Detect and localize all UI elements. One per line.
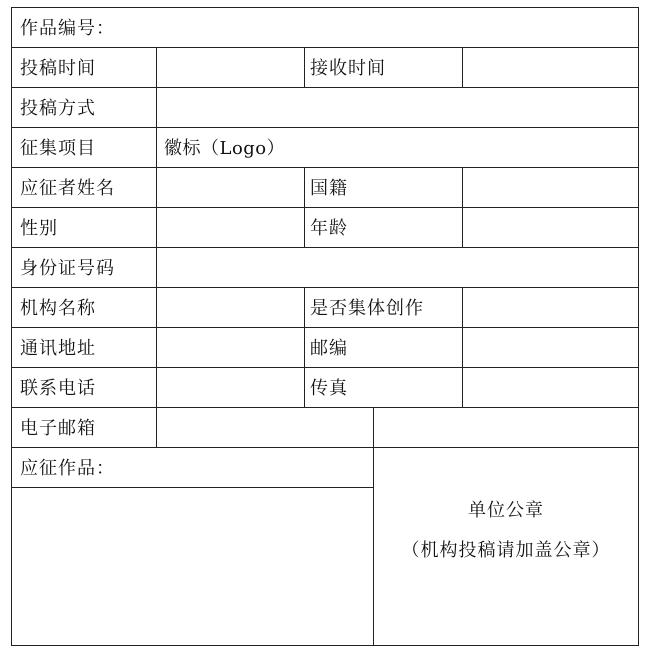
gender-label: 性别 [20, 218, 58, 239]
seal-label: 单位公章 [468, 500, 544, 521]
fax-field[interactable] [463, 368, 638, 407]
age-label: 年龄 [310, 218, 348, 239]
col-divider [304, 287, 305, 407]
phone-field[interactable] [157, 368, 304, 407]
collective-field[interactable] [463, 288, 638, 327]
address-label: 通讯地址 [20, 338, 96, 359]
col-divider [304, 167, 305, 247]
collective-label: 是否集体创作 [310, 298, 424, 319]
organization-label: 机构名称 [20, 298, 96, 319]
postcode-field[interactable] [463, 328, 638, 367]
row-divider [12, 127, 638, 128]
project-value: 徽标（Logo） [164, 138, 286, 159]
gender-field[interactable] [157, 208, 304, 247]
submission-time-label: 投稿时间 [20, 58, 96, 79]
entry-label: 应征作品： [20, 458, 115, 479]
phone-label: 联系电话 [20, 378, 96, 399]
entry-number-label: 作品编号： [20, 18, 115, 39]
row-divider [12, 447, 638, 448]
receipt-time-label: 接收时间 [310, 58, 386, 79]
postcode-label: 邮编 [310, 338, 348, 359]
submission-method-field[interactable] [157, 88, 638, 127]
submission-time-field[interactable] [157, 48, 304, 87]
id-number-field[interactable] [157, 248, 638, 287]
col-divider [373, 407, 374, 645]
age-field[interactable] [463, 208, 638, 247]
receipt-time-field[interactable] [463, 48, 638, 87]
nationality-field[interactable] [463, 168, 638, 207]
entry-area[interactable] [13, 488, 373, 645]
organization-field[interactable] [157, 288, 304, 327]
applicant-name-field[interactable] [157, 168, 304, 207]
address-field[interactable] [157, 328, 304, 367]
col-divider [304, 47, 305, 87]
submission-method-label: 投稿方式 [20, 98, 96, 119]
email-field[interactable] [157, 408, 373, 447]
email-label: 电子邮箱 [20, 418, 96, 439]
submission-form [11, 7, 639, 646]
nationality-label: 国籍 [310, 178, 348, 199]
project-label: 征集项目 [20, 138, 96, 159]
applicant-name-label: 应征者姓名 [20, 178, 115, 199]
seal-note: （机构投稿请加盖公章） [401, 540, 611, 561]
id-number-label: 身份证号码 [20, 258, 115, 279]
fax-label: 传真 [310, 378, 348, 399]
